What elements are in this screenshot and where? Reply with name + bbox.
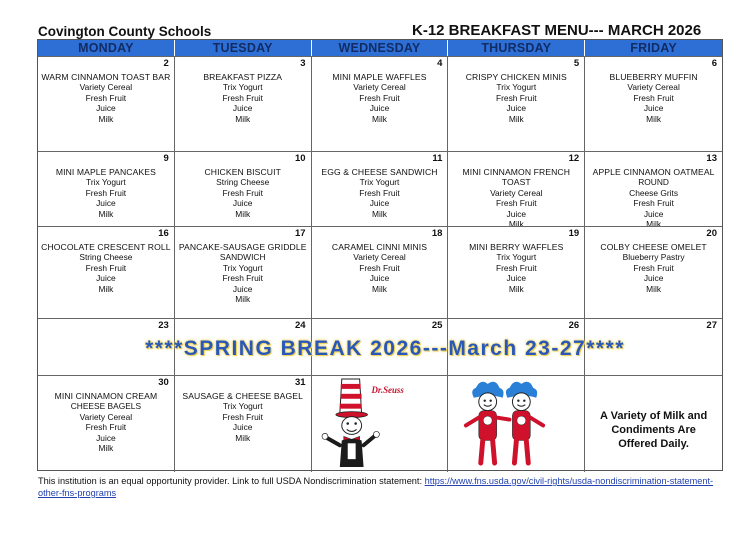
thing-one-thing-two-illustration xyxy=(448,376,584,472)
spring-break-banner: ****SPRING BREAK 2026---March 23-27**** xyxy=(145,337,625,360)
calendar-day-cell xyxy=(312,151,449,226)
menu-item: Juice xyxy=(643,208,664,219)
menu-item: Trix Yogurt xyxy=(496,252,537,263)
day-number: 18 xyxy=(431,228,443,239)
menu-item: Juice xyxy=(643,273,664,284)
menu-title: K-12 BREAKFAST MENU--- MARCH 2026 xyxy=(412,22,702,39)
calendar-day-cell xyxy=(175,56,312,151)
calendar-day-cell xyxy=(38,375,175,472)
footer-statement: This institution is an equal opportunity provider. Link to full USDA Nondiscrimination statement: xyxy=(38,476,423,486)
menu-item: Trix Yogurt xyxy=(222,82,263,93)
menu-item: Fresh Fruit xyxy=(633,262,674,273)
menu-item: Juice xyxy=(506,273,527,284)
menu-item: Variety Cereal xyxy=(490,187,543,198)
menu-entree: CHICKEN BISCUIT xyxy=(204,167,281,177)
menu-item: Fresh Fruit xyxy=(85,92,127,103)
day-number: 31 xyxy=(295,377,306,388)
day-number: 17 xyxy=(295,228,306,239)
menu-item: Variety Cereal xyxy=(79,82,133,93)
calendar-day-cell xyxy=(312,226,449,318)
menu-item: Juice xyxy=(369,273,390,284)
menu-entree: MINI CINNAMON CREAM xyxy=(54,391,158,401)
menu-item: Fresh Fruit xyxy=(85,422,127,433)
menu-item: Trix Yogurt xyxy=(222,401,263,412)
day-number: 4 xyxy=(437,58,443,69)
day-number: 5 xyxy=(573,58,580,69)
day-number: 30 xyxy=(158,377,169,388)
menu-entree: BLUEBERRY MUFFIN xyxy=(609,72,698,82)
day-number: 10 xyxy=(295,153,306,164)
menu-item: Milk xyxy=(235,113,251,124)
menu-item: Fresh Fruit xyxy=(222,411,263,422)
day-number: 24 xyxy=(295,320,306,331)
menu-item: Juice xyxy=(96,103,116,114)
weekday-header-row xyxy=(38,40,722,56)
menu-item: Juice xyxy=(506,208,527,219)
menu-item: Juice xyxy=(369,103,390,114)
menu-entree: COLBY CHEESE OMELET xyxy=(600,242,707,252)
menu-item: Milk xyxy=(508,219,524,230)
day-number: 16 xyxy=(158,228,169,239)
dr-seuss-logo: Dr.Seuss xyxy=(371,384,404,395)
day-number: 27 xyxy=(706,320,717,331)
calendar-day-cell xyxy=(312,56,449,151)
menu-item: Juice xyxy=(232,283,253,294)
nondiscrimination-link[interactable]: https://www.fns.usda.gov/civil-rights/usda-nondiscrimination-statement-other-fns-programs xyxy=(38,476,714,498)
menu-item: Juice xyxy=(232,103,253,114)
menu-item: Milk xyxy=(508,113,524,124)
weekday-tuesday: TUESDAY xyxy=(175,40,312,56)
menu-item: String Cheese xyxy=(79,252,133,263)
menu-item: Trix Yogurt xyxy=(86,177,126,188)
menu-item: Trix Yogurt xyxy=(359,177,400,188)
menu-item: Fresh Fruit xyxy=(496,198,537,209)
calendar-day-cell xyxy=(585,151,722,230)
menu-item: Juice xyxy=(232,422,253,433)
menu-entree: APPLE CINNAMON OATMEAL xyxy=(592,167,715,177)
day-number: 11 xyxy=(432,153,443,164)
menu-item: Milk xyxy=(372,113,387,124)
menu-item: Juice xyxy=(506,103,527,114)
menu-item: ROUND xyxy=(638,177,669,188)
menu-item: CHEESE BAGELS xyxy=(70,401,142,412)
menu-entree: MINI BERRY WAFFLES xyxy=(469,242,564,252)
menu-entree: EGG & CHEESE SANDWICH xyxy=(321,167,438,177)
calendar-grid xyxy=(38,56,722,472)
day-number: 23 xyxy=(158,320,169,331)
weekday-thursday: THURSDAY xyxy=(448,40,585,56)
menu-item: Variety Cereal xyxy=(627,82,680,93)
day-number: 6 xyxy=(711,58,717,69)
menu-item: Milk xyxy=(508,283,524,294)
calendar-day-cell xyxy=(448,151,585,230)
day-number: 20 xyxy=(706,228,717,239)
menu-entree: CRISPY CHICKEN MINIS xyxy=(465,72,567,82)
menu-item: Juice xyxy=(96,273,116,284)
menu-entree: WARM CINNAMON TOAST BAR xyxy=(41,72,171,82)
menu-item: Milk xyxy=(646,283,662,294)
menu-entree: MINI MAPLE WAFFLES xyxy=(332,72,427,82)
menu-item: Juice xyxy=(232,198,253,209)
menu-item: Fresh Fruit xyxy=(496,262,537,273)
menu-entree: CARAMEL CINNI MINIS xyxy=(331,242,428,252)
day-number: 2 xyxy=(163,58,169,69)
menu-item: Variety Cereal xyxy=(79,411,133,422)
calendar-day-cell xyxy=(448,226,585,318)
day-number: 19 xyxy=(568,228,580,239)
day-number: 9 xyxy=(163,153,169,164)
footer xyxy=(38,475,728,499)
menu-item: Milk xyxy=(98,113,114,124)
menu-entree: MINI CINNAMON FRENCH TOAST xyxy=(462,167,571,188)
calendar-day-cell xyxy=(38,226,175,318)
menu-item: Milk xyxy=(646,219,662,230)
menu-item: SANDWICH xyxy=(219,252,266,263)
calendar-day-cell xyxy=(585,226,722,318)
cat-in-hat-illustration-cell xyxy=(312,375,449,472)
menu-entree: MINI MAPLE PANCAKES xyxy=(55,167,156,177)
calendar-day-cell xyxy=(38,56,175,151)
menu-item: Milk xyxy=(98,443,114,454)
day-number: 13 xyxy=(706,153,717,164)
menu-item: Fresh Fruit xyxy=(496,92,537,103)
menu-item: Juice xyxy=(643,103,664,114)
menu-item: Milk xyxy=(372,283,387,294)
day-number: 12 xyxy=(568,153,580,164)
menu-item: Milk xyxy=(646,113,662,124)
calendar-day-cell xyxy=(585,56,722,151)
menu-item: Variety Cereal xyxy=(353,252,406,263)
menu-item: String Cheese xyxy=(216,177,270,188)
menu-item: Milk xyxy=(372,208,387,219)
menu-item: Fresh Fruit xyxy=(359,262,400,273)
menu-entree: CHOCOLATE CRESCENT ROLL xyxy=(41,242,171,252)
menu-item: Milk xyxy=(235,208,251,219)
cat-in-the-hat-illustration xyxy=(312,376,448,472)
calendar-day-cell xyxy=(448,56,585,151)
menu-item: Juice xyxy=(96,432,116,443)
weekday-monday: MONDAY xyxy=(38,40,175,56)
menu-item: Fresh Fruit xyxy=(359,92,400,103)
school-name: Covington County Schools xyxy=(38,24,212,39)
menu-item: Fresh Fruit xyxy=(222,187,263,198)
menu-calendar xyxy=(37,39,723,471)
day-number: 26 xyxy=(568,320,580,331)
variety-note-cell xyxy=(585,375,722,472)
weekday-wednesday: WEDNESDAY xyxy=(312,40,449,56)
menu-item: Milk xyxy=(235,432,251,443)
weekday-friday: FRIDAY xyxy=(630,41,677,55)
menu-item: Juice xyxy=(369,198,390,209)
menu-item: Variety Cereal xyxy=(353,82,406,93)
day-number: 3 xyxy=(300,58,306,69)
menu-item: Fresh Fruit xyxy=(85,262,127,273)
menu-item: Fresh Fruit xyxy=(633,92,674,103)
menu-entree: PANCAKE-SAUSAGE GRIDDLE xyxy=(178,242,307,252)
menu-item: Trix Yogurt xyxy=(496,82,537,93)
menu-item: Blueberry Pastry xyxy=(622,252,685,263)
menu-item: Milk xyxy=(98,283,114,294)
calendar-day-cell xyxy=(175,226,312,318)
day-number: 25 xyxy=(431,320,443,331)
thing-one-thing-two-illustration-cell xyxy=(448,375,585,472)
calendar-day-cell xyxy=(175,375,312,472)
menu-entree: SAUSAGE & CHEESE BAGEL xyxy=(182,391,304,401)
menu-item: Cheese Grits xyxy=(629,187,679,198)
menu-item: Fresh Fruit xyxy=(359,187,400,198)
menu-item: Milk xyxy=(98,208,114,219)
menu-entree: BREAKFAST PIZZA xyxy=(203,72,283,82)
menu-item: Milk xyxy=(235,294,251,305)
calendar-day-cell xyxy=(38,151,175,226)
menu-item: Fresh Fruit xyxy=(85,187,127,198)
menu-item: Juice xyxy=(96,198,116,209)
menu-item: Fresh Fruit xyxy=(222,273,263,284)
menu-item: Trix Yogurt xyxy=(222,262,263,273)
calendar-day-cell xyxy=(175,151,312,226)
menu-item: Fresh Fruit xyxy=(222,92,263,103)
variety-note: A Variety of Milk and Condiments Are Offered Daily. xyxy=(600,410,708,450)
menu-item: Fresh Fruit xyxy=(633,198,674,209)
